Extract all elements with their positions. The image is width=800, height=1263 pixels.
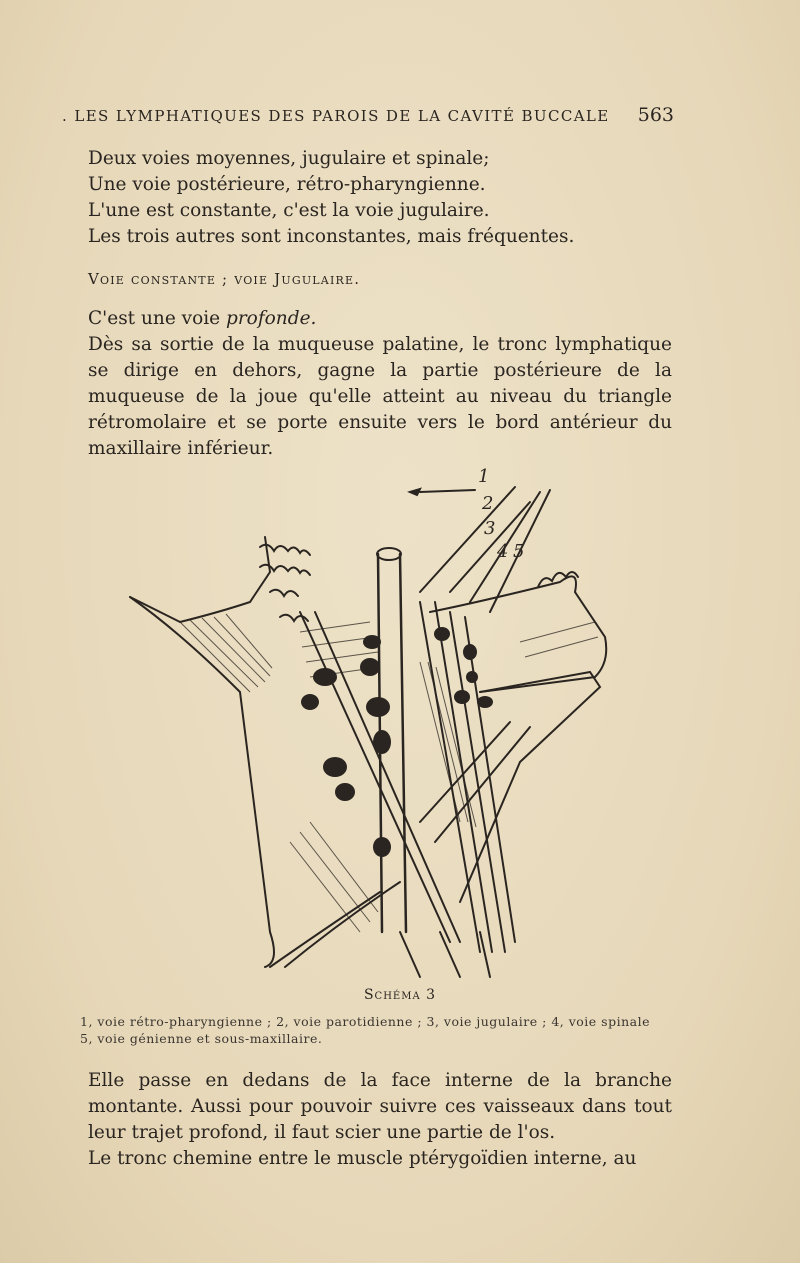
figure-label-4: 4	[497, 541, 509, 562]
paragraph-4: Le tronc chemine entre le muscle ptérygoïdien interne, au	[88, 1148, 637, 1169]
figure-caption	[80, 1013, 672, 1047]
section-heading: Voie constante ; voie Jugulaire.	[88, 270, 361, 288]
running-title: . LES LYMPHATIQUES DES PAROIS DE LA CAVITÉ BUCCALE	[62, 107, 610, 125]
paragraph-2: Dès sa sortie de la muqueuse palatine, le tronc lymphatique se dirige en dehors, gagne la partie postérieure de la muqueuse de la joue qu'elle atteint au niveau du triangle rétromolaire et se porte ensuite vers le bord antérieur du maxillaire inférieur.	[88, 334, 672, 459]
paragraph-3: Elle passe en dedans de la face interne de la branche montante. Aussi pour pouvoir suivre ces vaisseaux dans tout leur trajet profond, il faut scier une partie de l'os.	[88, 1070, 672, 1143]
page-number: 563	[637, 104, 674, 126]
running-header	[62, 104, 674, 126]
figure-caption-title: Schéma 3	[363, 987, 437, 1003]
intro-line: L'une est constante, c'est la voie jugulaire.	[88, 200, 490, 221]
figure-label-5: 5	[513, 541, 525, 562]
intro-line: Les trois autres sont inconstantes, mais fréquentes.	[88, 226, 575, 247]
body-paragraphs-bottom	[88, 1068, 672, 1172]
paragraph-1-emphasis: profonde.	[226, 308, 317, 329]
paragraph-1	[88, 306, 672, 332]
intro-line: Une voie postérieure, rétro-pharyngienne.	[88, 174, 486, 195]
intro-list	[88, 146, 672, 250]
body-paragraphs-top	[88, 306, 672, 462]
anatomical-schema	[120, 462, 620, 982]
paragraph-1-text: C'est une voie	[88, 308, 226, 329]
caption-line: 5, voie génienne et sous-maxillaire.	[80, 1031, 323, 1046]
intro-line: Deux voies moyennes, jugulaire et spinale;	[88, 148, 490, 169]
figure-label-1: 1	[478, 466, 490, 487]
figure-label-3: 3	[484, 518, 496, 539]
figure-label-2: 2	[482, 493, 494, 514]
caption-line: 1, voie rétro-pharyngienne ; 2, voie parotidienne ; 3, voie jugulaire ; 4, voie spinale	[80, 1014, 650, 1029]
